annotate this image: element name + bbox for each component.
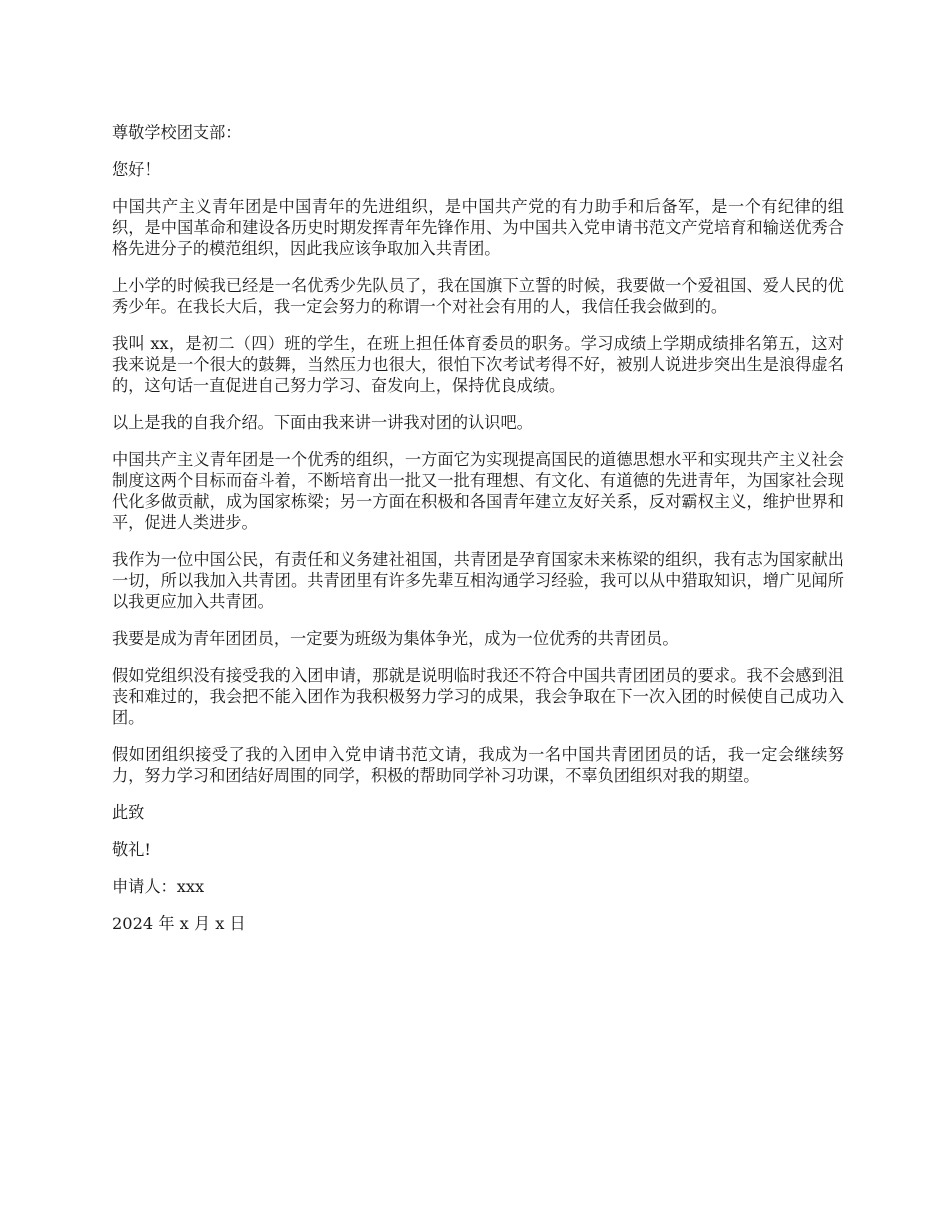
paragraph: 我叫 xx，是初二（四）班的学生，在班上担任体育委员的职务。学习成绩上学期成绩排名第五，这对我来说是一个很大的鼓舞，当然压力也很大，很怕下次考试考得不好，被别人说进步突出生是浪得虚名的，这句话一直促进自己努力学习、奋发向上，保持优良成绩。 [112,334,844,395]
greeting: 您好！ [112,160,161,179]
closing-salute: 敬礼! [112,840,151,859]
letter-body [112,122,844,950]
paragraph: 假如团组织接受了我的入团申入党申请书范文请，我成为一名中国共青团团员的话，我一定会继续努力，努力学习和团结好周围的同学，积极的帮助同学补习功课，不辜负团组织对我的期望。 [112,745,844,785]
paragraph: 我作为一位中国公民，有责任和义务建社祖国，共青团是孕育国家未来栋梁的组织，我有志为国家献出一切，所以我加入共青团。共青团里有许多先辈互相沟通学习经验，我可以从中猎取知识，增广见闻所以我更应加入共青团。 [112,550,844,611]
paragraph: 中国共产主义青年团是中国青年的先进组织，是中国共产党的有力助手和后备军，是一个有纪律的组织，是中国革命和建设各历史时期发挥青年先锋作用、为中国共入党申请书范文产党培育和输送优秀合格先进分子的模范组织，因此我应该争取加入共青团。 [112,197,844,258]
paragraph: 中国共产主义青年团是一个优秀的组织，一方面它为实现提高国民的道德思想水平和实现共产主义社会制度这两个目标而奋斗着，不断培育出一批又一批有理想、有文化、有道德的先进青年，为国家社会现代化多做贡献，成为国家栋梁；另一方面在积极和各国青年建立友好关系，反对霸权主义，维护世界和平，促进人类进步。 [112,450,844,532]
paragraph: 假如党组织没有接受我的入团申请，那就是说明临时我还不符合中国共青团团员的要求。我不会感到沮丧和难过的，我会把不能入团作为我积极努力学习的成果，我会争取在下一次入团的时候使自己成功入团。 [112,666,844,727]
applicant-signature: 申请人：xxx [112,877,205,896]
paragraph: 我要是成为青年团团员，一定要为班级为集体争光，成为一位优秀的共青团员。 [112,629,679,648]
letter-date: 2024 年 x 月 x 日 [112,914,246,933]
paragraph: 以上是我的自我介绍。下面由我来讲一讲我对团的认识吧。 [112,413,533,432]
closing-line: 此致 [112,803,145,822]
salutation: 尊敬学校团支部： [112,123,242,142]
paragraph: 上小学的时候我已经是一名优秀少先队员了，我在国旗下立誓的时候，我要做一个爱祖国、爱人民的优秀少年。在我长大后，我一定会努力的称谓一个对社会有用的人，我信任我会做到的。 [112,276,844,316]
